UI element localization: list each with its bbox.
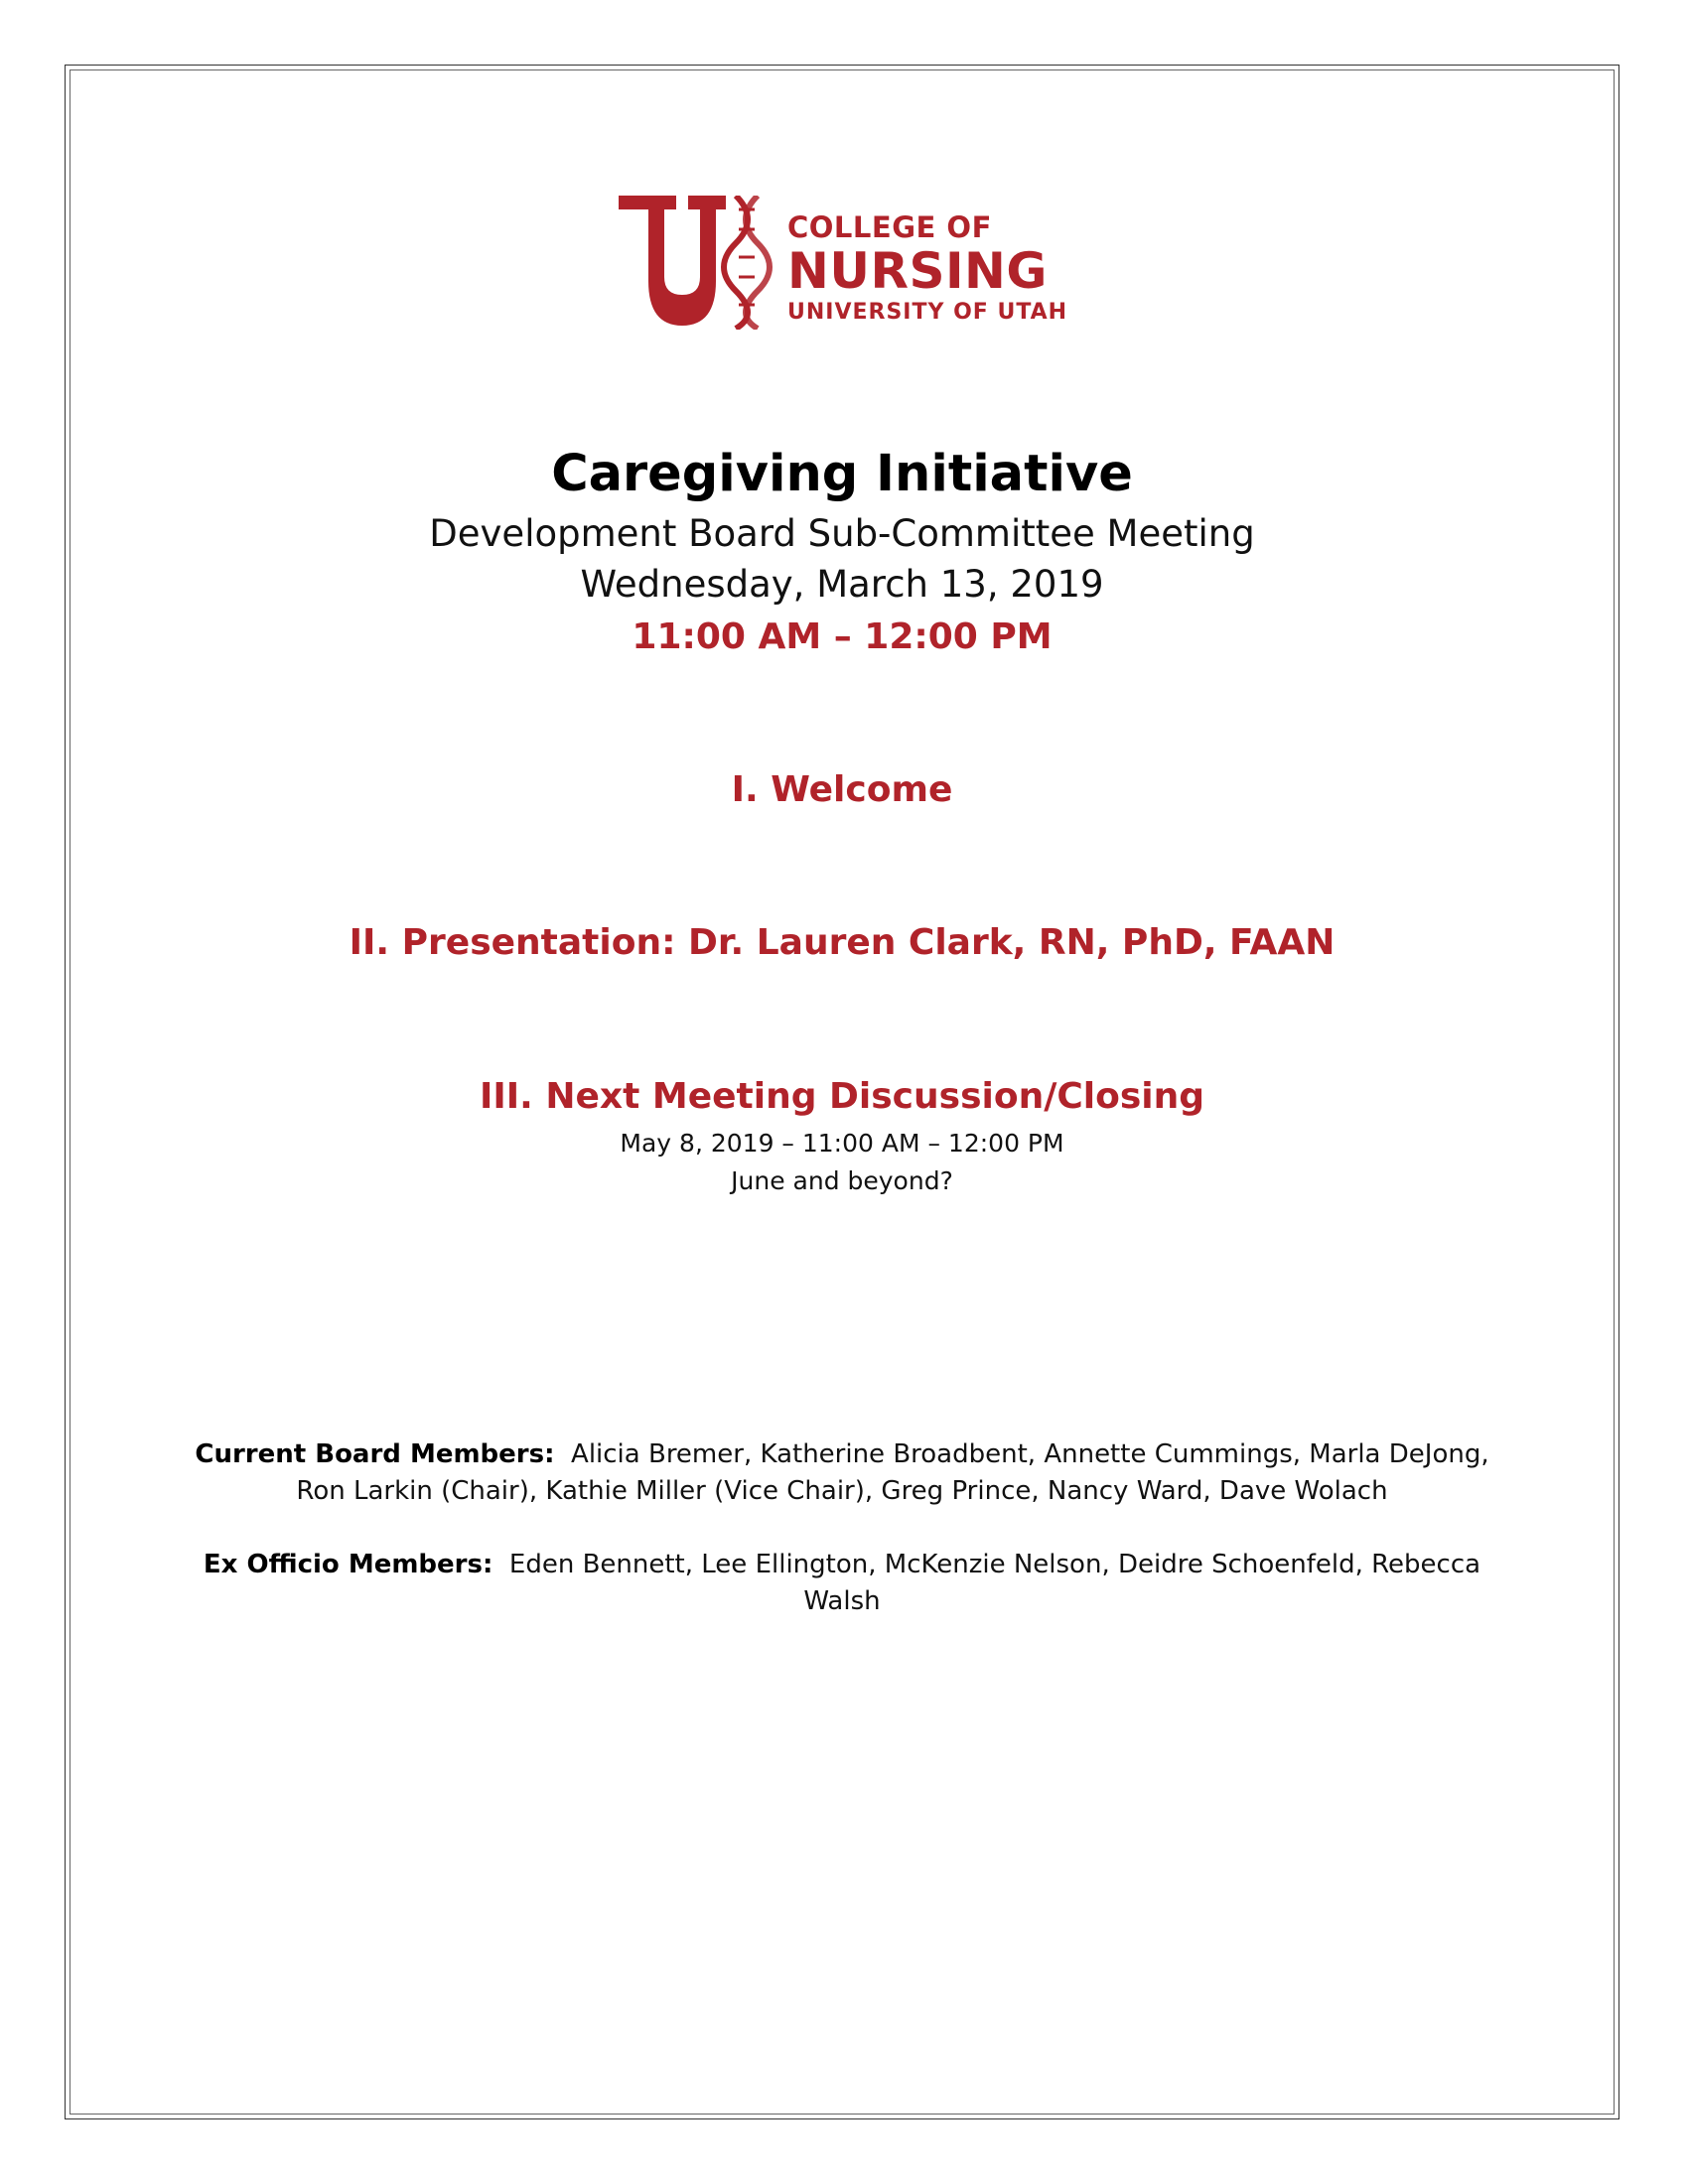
next-meeting-followup: June and beyond? [731, 1166, 953, 1195]
meeting-time: 11:00 AM – 12:00 PM [632, 616, 1053, 657]
current-board-members [189, 1436, 1495, 1510]
document-title: Caregiving Initiative [551, 445, 1133, 503]
logo-line-nursing: NURSING [787, 242, 1048, 300]
agenda-item-next-meeting: III. Next Meeting Discussion/Closing [479, 1076, 1205, 1117]
agenda-item-presentation: II. Presentation: Dr. Lauren Clark, RN, PhD, FAAN [349, 922, 1336, 963]
meeting-name: Development Board Sub-Committee Meeting [429, 512, 1255, 555]
next-meeting-date: May 8, 2019 – 11:00 AM – 12:00 PM [620, 1129, 1064, 1158]
current-board-members-names: Alicia Bremer, Katherine Broadbent, Annette Cummings, Marla DeJong, Ron Larkin (Chair), Kathie Miller (Vice Chair), Greg Prince, Nancy Ward, Dave Wolach [296, 1439, 1489, 1506]
logo-line-college-of: COLLEGE OF [787, 210, 992, 244]
college-of-nursing-logo [619, 196, 1068, 330]
logo-line-university: UNIVERSITY OF UTAH [787, 300, 1068, 325]
current-board-members-label: Current Board Members: [195, 1439, 555, 1469]
logo-wordmark [787, 210, 1068, 325]
university-u-emblem [619, 196, 777, 330]
ex-officio-members-names: Eden Bennett, Lee Ellington, McKenzie Nelson, Deidre Schoenfeld, Rebecca Walsh [508, 1550, 1481, 1616]
meeting-date: Wednesday, March 13, 2019 [580, 563, 1104, 606]
ex-officio-members-label: Ex Officio Members: [203, 1550, 493, 1579]
ex-officio-members [189, 1547, 1495, 1620]
agenda-item-welcome: I. Welcome [731, 769, 953, 810]
